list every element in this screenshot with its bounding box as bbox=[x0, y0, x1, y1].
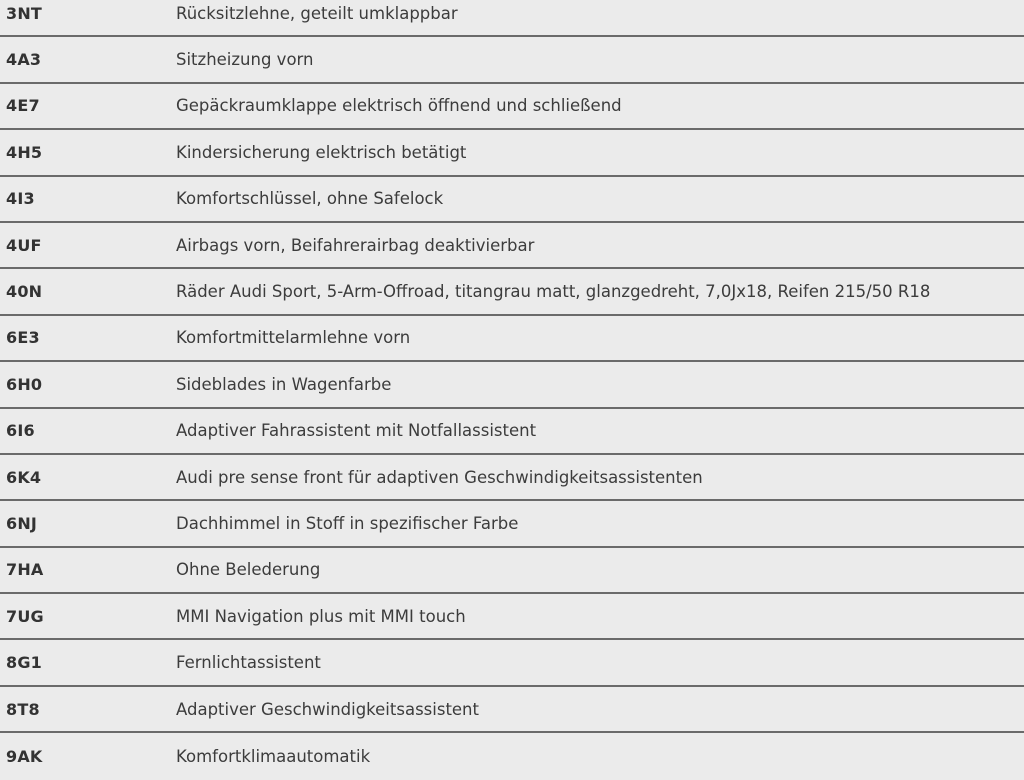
table-row bbox=[0, 177, 1024, 223]
option-code: 40N bbox=[6, 282, 43, 302]
option-code: 4E7 bbox=[6, 96, 40, 116]
table-row bbox=[0, 316, 1024, 362]
option-description: Komfortschlüssel, ohne Safelock bbox=[176, 189, 444, 209]
option-code: 6K4 bbox=[6, 467, 42, 487]
table-row bbox=[0, 37, 1024, 83]
option-description: Rücksitzlehne, geteilt umklappbar bbox=[176, 3, 458, 23]
option-description: Adaptiver Fahrassistent mit Notfallassistent bbox=[176, 421, 537, 441]
option-code: 6I6 bbox=[6, 421, 35, 441]
option-code: 7UG bbox=[6, 606, 44, 626]
option-code: 6H0 bbox=[6, 374, 43, 394]
table-row bbox=[0, 409, 1024, 455]
option-description: Airbags vorn, Beifahrerairbag deaktivierbar bbox=[176, 235, 535, 255]
option-code: 4I3 bbox=[6, 189, 35, 209]
option-code: 8G1 bbox=[6, 653, 42, 673]
option-description: Gepäckraumklappe elektrisch öffnend und schließend bbox=[176, 96, 622, 116]
table-row bbox=[0, 362, 1024, 408]
option-code: 9AK bbox=[6, 746, 43, 766]
option-code: 4UF bbox=[6, 235, 42, 255]
option-code: 3NT bbox=[6, 3, 43, 23]
option-description: Dachhimmel in Stoff in spezifischer Farbe bbox=[176, 513, 519, 533]
table-row bbox=[0, 594, 1024, 640]
option-description: Sideblades in Wagenfarbe bbox=[176, 374, 392, 394]
table-row bbox=[0, 84, 1024, 130]
table-row bbox=[0, 455, 1024, 501]
option-description: Adaptiver Geschwindigkeitsassistent bbox=[176, 699, 479, 719]
option-code: 6NJ bbox=[6, 513, 38, 533]
option-code: 4A3 bbox=[6, 50, 42, 70]
table-row bbox=[0, 733, 1024, 779]
table-row bbox=[0, 223, 1024, 269]
table-row bbox=[0, 687, 1024, 733]
option-description: Audi pre sense front für adaptiven Geschwindigkeitsassistenten bbox=[176, 467, 703, 487]
option-code: 6E3 bbox=[6, 328, 40, 348]
option-description: Sitzheizung vorn bbox=[176, 50, 314, 70]
option-code: 7HA bbox=[6, 560, 44, 580]
option-description: Räder Audi Sport, 5-Arm-Offroad, titangrau matt, glanzgedreht, 7,0Jx18, Reifen 215/50 R18 bbox=[176, 282, 931, 302]
option-description: Komfortmittelarmlehne vorn bbox=[176, 328, 411, 348]
option-code: 4H5 bbox=[6, 142, 43, 162]
option-description: MMI Navigation plus mit MMI touch bbox=[176, 606, 466, 626]
option-description: Komfortklimaautomatik bbox=[176, 746, 371, 766]
option-description: Kindersicherung elektrisch betätigt bbox=[176, 142, 467, 162]
table-row bbox=[0, 501, 1024, 547]
table-row bbox=[0, 130, 1024, 176]
table-row bbox=[0, 640, 1024, 686]
table-row bbox=[0, 548, 1024, 594]
table-row bbox=[0, 0, 1024, 37]
option-code: 8T8 bbox=[6, 699, 40, 719]
option-description: Ohne Belederung bbox=[176, 560, 321, 580]
table-row bbox=[0, 269, 1024, 315]
option-description: Fernlichtassistent bbox=[176, 653, 321, 673]
